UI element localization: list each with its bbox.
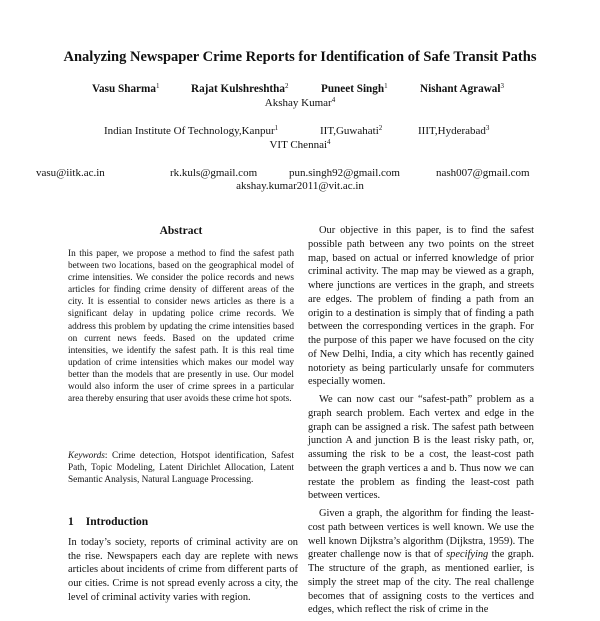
author-3: Puneet Singh$^1$ — [321, 82, 388, 95]
author-2: Rajat Kulshreshtha$^2$ — [191, 82, 289, 95]
affiliation-4: VIT Chennai$^4$ — [269, 138, 331, 151]
affiliation-1: Indian Institute Of Technology,Kanpur$^1$ — [104, 124, 279, 137]
introduction-text: In today’s society, reports of criminal activity are on the rise. Newspapers each day are replete with news articles about incidents of crime from different parts of our cities. Crime is not spread evenly across a city, the level of criminal activity varies with region. — [68, 537, 298, 603]
email-2: rk.kuls@gmail.com — [170, 167, 258, 179]
affiliation-2: IIT,Guwahati$^2$ — [320, 124, 383, 137]
author-4: Nishant Agrawal$^3$ — [420, 82, 504, 95]
abstract-text: In this paper, we propose a method to find the safest path between two locations, based on the geographical model of crime intensities. We consider the police records and news articles for finding crime density of different areas of the city. It is essential to consider news articles as there is a significant delay in updating police crime records. We address this problem by updating the crime intensities based on current news feeds. Based on the updated crime intensities, we identify the safest path. It is this real time updation of crime intensities which makes our model way better than the models that are presently in use. Our model would also inform the user of crime sprees in a particular area thereby ensuring that user avoids these crime hot spots. — [68, 249, 294, 405]
paragraph-objective: Our objective in this paper, is to find the safest possible path between any two points on the street map, based on actual or inferred knowledge of prior criminal activity. The map may be viewed as a graph, where junctions are vertices in the graph, and streets are edges. The problem of finding a path from an origin to a destination is simply that of finding a path between the corresponding vertices in the graph. For the purpose of this paper we have focused on the city of New Delhi, India, a city which has recently gained notoriety as being particularly unsafe for commuters especially women. — [308, 225, 534, 388]
keywords-label: Keywords — [68, 451, 105, 461]
paragraph-algorithm: Given a graph, the algorithm for finding the least-cost path between vertices is well known. We use the well known Dijkstra’s algorithm (Dijkstra, 1959). The greater challenge now is that of specifying the graph. The structure of the graph, as mentioned earlier, is simply the street map of the city. The real challenge becomes that of assigning costs to the vertices and edges, which reflect the risk of crime in the — [308, 508, 534, 616]
paragraph-graph-search: We can now cast our “safest-path” problem as a graph search problem. Each vertex and edge in the graph can be assigned a risk. The safest path between junction A and junction B is the least risky path, or, assuming the risk to be a cost, the least-cost path between the graph vertices a and b. Thus now we can restate the problem as finding the least-cost path between vertices. — [308, 394, 534, 502]
keywords — [68, 450, 294, 486]
email-4: nash007@gmail.com — [436, 167, 530, 179]
paper-title: Analyzing Newspaper Crime Reports for Identification of Safe Transit Paths — [63, 49, 537, 65]
right-column — [308, 224, 534, 621]
section-title: Introduction — [85, 516, 149, 528]
section-heading — [68, 516, 148, 528]
section-number: 1 — [68, 516, 74, 528]
email-5: akshay.kumar2011@vit.ac.in — [236, 180, 364, 192]
abstract-heading: Abstract — [159, 225, 203, 237]
author-5: Akshay Kumar$^4$ — [264, 96, 336, 109]
keywords-text: : Crime detection, Hotspot identification, Safest Path, Topic Modeling, Latent Dirichlet Allocation, Latent Semantic Analysis, Natural Language Processing. — [68, 451, 294, 486]
affiliation-3: IIIT,Hyderabad$^3$ — [418, 124, 490, 137]
email-1: vasu@iitk.ac.in — [36, 167, 105, 179]
email-3: pun.singh92@gmail.com — [289, 167, 400, 179]
author-1: Vasu Sharma$^1$ — [92, 82, 160, 95]
